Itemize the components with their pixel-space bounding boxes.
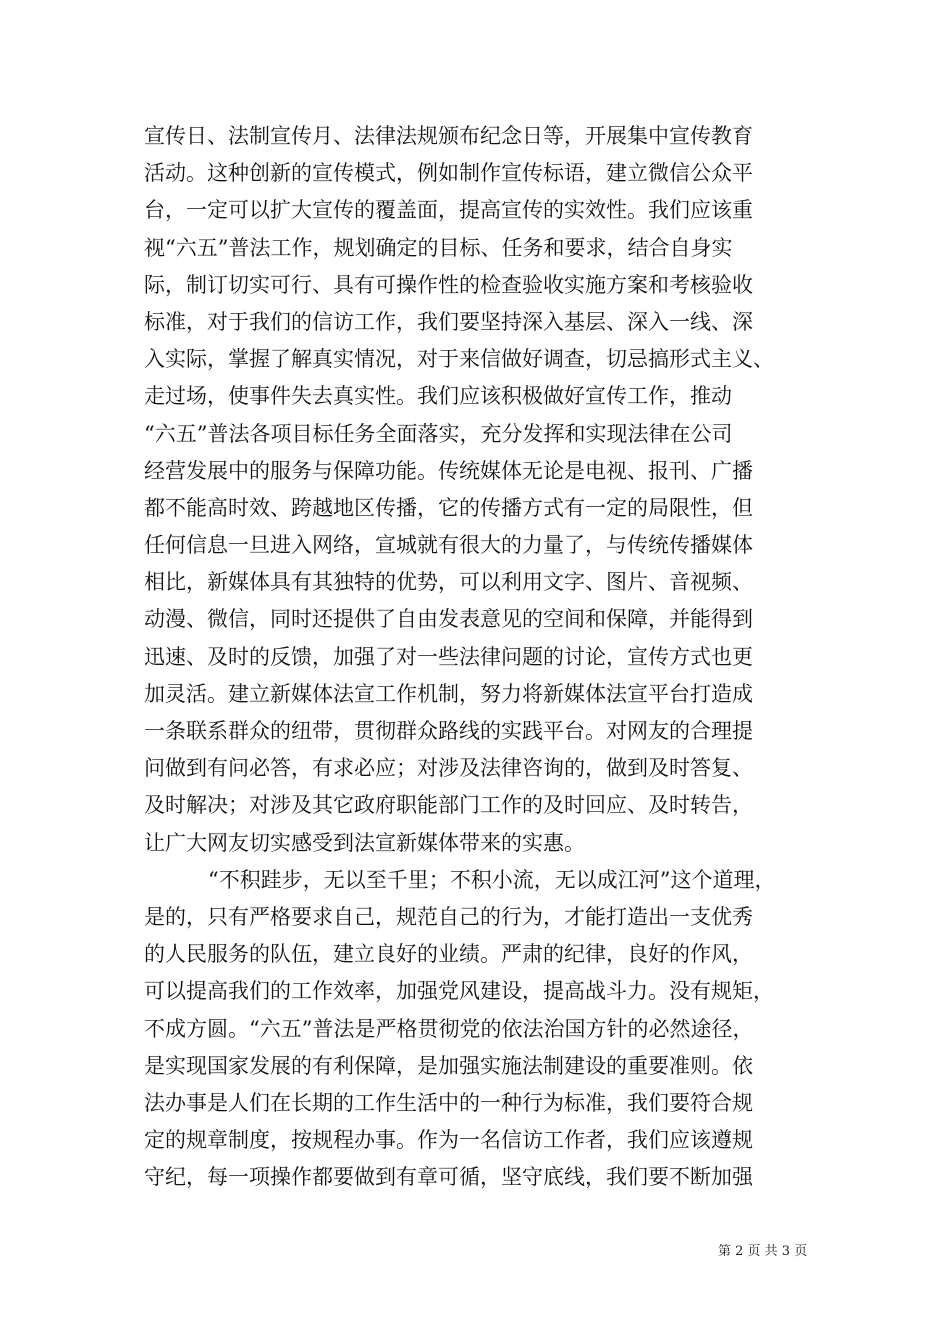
text-line: 都不能高时效、跨越地区传播，它的传播方式有一定的局限性，但 xyxy=(144,495,753,520)
text-line: 的人民服务的队伍，建立良好的业绩。严肃的纪律，良好的作风， xyxy=(144,942,753,967)
text-line: 问做到有问必答，有求必应；对涉及法律咨询的，做到及时答复、 xyxy=(144,756,753,781)
text-line: 让广大网友切实感受到法宣新媒体带来的实惠。 xyxy=(144,830,585,855)
text-line: 加灵活。建立新媒体法宣工作机制，努力将新媒体法宣平台打造成 xyxy=(144,681,753,706)
text-line: 定的规章制度，按规程办事。作为一名信访工作者，我们应该遵规 xyxy=(144,1128,753,1153)
document-body xyxy=(144,118,808,1196)
text-line: 视“六五”普法工作，规划确定的目标、任务和要求，结合自身实 xyxy=(144,235,733,260)
text-line: 标准，对于我们的信访工作，我们要坚持深入基层、深入一线、深 xyxy=(144,309,753,334)
text-line: 宣传日、法制宣传月、法律法规颁布纪念日等，开展集中宣传教育 xyxy=(144,124,753,148)
text-line: 法办事是人们在长期的工作生活中的一种行为标准，我们要符合规 xyxy=(144,1090,753,1115)
text-line: “六五”普法各项目标任务全面落实，充分发挥和实现法律在公司 xyxy=(144,421,733,446)
text-line: 任何信息一旦进入网络，宣城就有很大的力量了，与传统传播媒体 xyxy=(144,533,753,558)
text-line: 经营发展中的服务与保障功能。传统媒体无论是电视、报刊、广播 xyxy=(144,458,753,483)
text-line: 走过场，使事件失去真实性。我们应该积极做好宣传工作，推动 xyxy=(144,384,732,409)
page-number-footer: 第 2 页 共 3 页 xyxy=(718,1244,808,1259)
text-line: 相比，新媒体具有其独特的优势，可以利用文字、图片、音视频、 xyxy=(144,570,753,595)
text-line: 一条联系群众的纽带，贯彻群众路线的实践平台。对网友的合理提 xyxy=(144,719,753,743)
text-line: 不成方圆。“六五”普法是严格贯彻党的依法治国方针的必然途径， xyxy=(144,1016,754,1041)
paragraph-2 xyxy=(144,862,808,1197)
text-line: 迅速、及时的反馈，加强了对一些法律问题的讨论，宣传方式也更 xyxy=(144,644,753,669)
text-line: 可以提高我们的工作效率，加强党风建设，提高战斗力。没有规矩， xyxy=(144,979,774,1004)
text-line: 守纪，每一项操作都要做到有章可循，坚守底线，我们要不断加强 xyxy=(144,1165,753,1190)
text-line: 入实际，掌握了解真实情况，对于来信做好调查，切忌搞形式主义、 xyxy=(144,347,774,372)
text-line-indented: “不积跬步，无以至千里；不积小流，无以成江河”这个道理， xyxy=(208,867,776,892)
paragraph-1 xyxy=(144,118,808,862)
text-line: 台，一定可以扩大宣传的覆盖面，提高宣传的实效性。我们应该重 xyxy=(144,198,753,223)
text-line: 是实现国家发展的有利保障，是加强实施法制建设的重要准则。依 xyxy=(144,1053,753,1078)
text-line: 际，制订切实可行、具有可操作性的检查验收实施方案和考核验收 xyxy=(144,272,753,297)
text-line: 及时解决；对涉及其它政府职能部门工作的及时回应、及时转告， xyxy=(144,793,753,818)
text-line: 是的，只有严格要求自己，规范自己的行为，才能打造出一支优秀 xyxy=(144,904,753,929)
text-line: 动漫、微信，同时还提供了自由发表意见的空间和保障，并能得到 xyxy=(144,607,753,632)
text-line: 活动。这种创新的宣传模式，例如制作宣传标语，建立微信公众平 xyxy=(144,161,753,186)
